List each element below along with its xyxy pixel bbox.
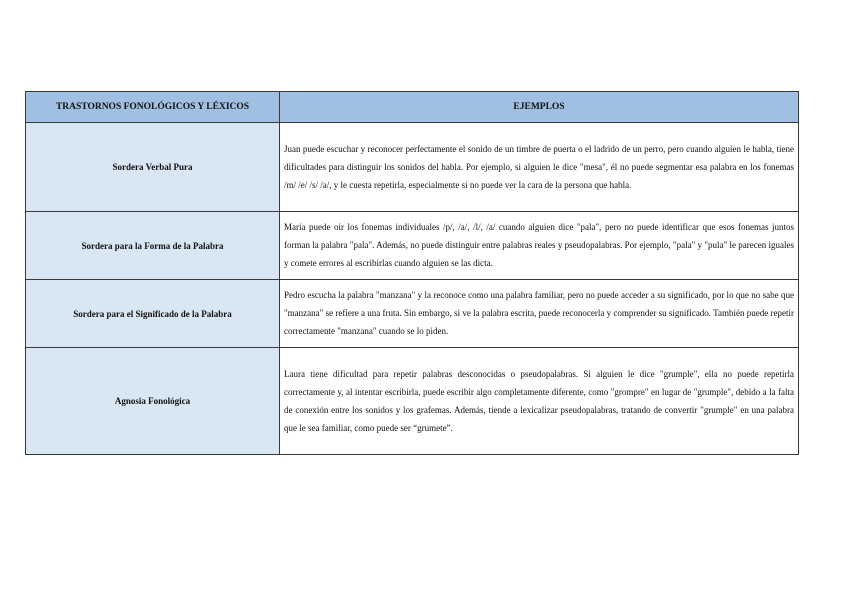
table-row (26, 348, 799, 455)
disorder-label: Agnosia Fonológica (26, 348, 280, 455)
example-text: Juan puede escuchar y reconocer perfectamente el sonido de un timbre de puerta o el ladrido de un perro, pero cuando alguien le habla, tiene dificultades para distinguir los sonidos del habla. Por ejemplo, si alguien le dice "mesa", él no puede segmentar esa palabra en los fonemas /m/ /e/ /s/ /a/, y le cuesta repetirla, especialmente si no puede ver la cara de la persona que habla. (280, 123, 799, 212)
disorders-table (25, 91, 799, 455)
table-row (26, 280, 799, 348)
disorder-label: Sordera para la Forma de la Palabra (26, 212, 280, 280)
example-text: María puede oír los fonemas individuales /p/, /a/, /l/, /a/ cuando alguien dice "pala", pero no puede identificar que esos fonemas juntos forman la palabra "pala". Además, no puede distinguir entre palabras reales y pseudopalabras. Por ejemplo, "pala" y "pula" le parecen iguales y comete errores al escribirlas cuando alguien se las dicta. (280, 212, 799, 280)
header-disorders: TRASTORNOS FONOLÓGICOS Y LÉXICOS (26, 92, 280, 123)
header-examples: EJEMPLOS (280, 92, 799, 123)
example-text: Laura tiene dificultad para repetir palabras desconocidas o pseudopalabras. Si alguien le dice "grumple", ella no puede repetirla correctamente y, al intentar escribirla, puede escribir algo completamente diferente, como "grompre" en lugar de "grumple", debido a la falta de conexión entre los sonidos y los grafemas. Además, tiende a lexicalizar pseudopalabras, tratando de convertir "grumple" en una palabra que le sea familiar, como puede ser “grumete”. (280, 348, 799, 455)
disorder-label: Sordera Verbal Pura (26, 123, 280, 212)
table-row (26, 123, 799, 212)
table-header-row (26, 92, 799, 123)
table-row (26, 212, 799, 280)
disorder-label: Sordera para el Significado de la Palabra (26, 280, 280, 348)
example-text: Pedro escucha la palabra "manzana" y la reconoce como una palabra familiar, pero no puede acceder a su significado, por lo que no sabe que "manzana" se refiere a una fruta. Sin embargo, si ve la palabra escrita, puede reconocerla y comprender su significado. También puede repetir correctamente "manzana" cuando se lo piden. (280, 280, 799, 348)
